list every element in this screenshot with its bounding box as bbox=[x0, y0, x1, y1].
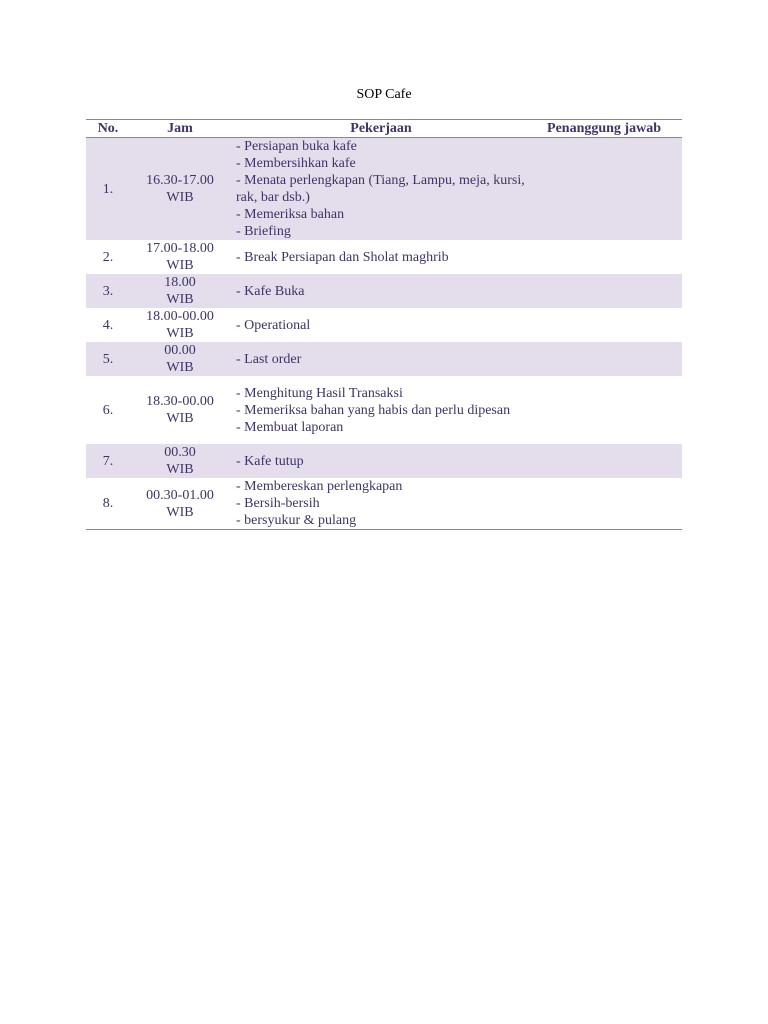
header-penanggung-jawab: Penanggung jawab bbox=[526, 120, 682, 138]
cell-penanggung-jawab bbox=[526, 444, 682, 478]
header-no: No. bbox=[86, 120, 130, 138]
cell-penanggung-jawab bbox=[526, 274, 682, 308]
cell-jam bbox=[130, 444, 230, 478]
cell-pekerjaan bbox=[230, 376, 526, 444]
task-item: - Bersih-bersih bbox=[236, 496, 320, 511]
jam-line: 18.30-00.00 bbox=[146, 394, 214, 409]
table-body bbox=[86, 138, 682, 530]
cell-jam bbox=[130, 308, 230, 342]
jam-line: 00.30 bbox=[164, 445, 196, 460]
cell-jam bbox=[130, 478, 230, 530]
jam-line: WIB bbox=[166, 258, 194, 273]
cell-pekerjaan bbox=[230, 240, 526, 274]
cell-pekerjaan bbox=[230, 478, 526, 530]
task-item: - Menghitung Hasil Transaksi bbox=[236, 385, 403, 401]
jam-line: 00.00 bbox=[164, 343, 196, 358]
task-item: - Memeriksa bahan yang habis dan perlu dipesan bbox=[236, 402, 511, 418]
cell-pekerjaan bbox=[230, 342, 526, 376]
cell-jam bbox=[130, 240, 230, 274]
cell-penanggung-jawab bbox=[526, 376, 682, 444]
cell-jam bbox=[130, 376, 230, 444]
cell-pekerjaan bbox=[230, 444, 526, 478]
task-item: - Briefing bbox=[236, 224, 291, 239]
task-item: - Break Persiapan dan Sholat maghrib bbox=[236, 249, 449, 265]
cell-no: 2. bbox=[102, 249, 114, 265]
task-item: - Membereskan perlengkapan bbox=[236, 479, 403, 494]
cell-jam bbox=[130, 138, 230, 241]
task-item: - Operational bbox=[236, 317, 311, 333]
cell-no: 5. bbox=[86, 342, 130, 376]
sop-table bbox=[86, 119, 682, 530]
header-jam: Jam bbox=[130, 120, 230, 138]
table-row bbox=[86, 308, 682, 342]
task-item: - Membuat laporan bbox=[236, 419, 344, 435]
jam-line: 18.00 bbox=[164, 275, 196, 290]
cell-penanggung-jawab bbox=[526, 308, 682, 342]
task-item: - Kafe tutup bbox=[236, 453, 304, 469]
task-item: - Persiapan buka kafe bbox=[236, 139, 357, 154]
table-row bbox=[86, 444, 682, 478]
table-row bbox=[86, 376, 682, 444]
cell-no: 6. bbox=[102, 402, 114, 418]
table-row bbox=[86, 342, 682, 376]
jam-line: 00.30-01.00 bbox=[146, 487, 214, 503]
cell-jam bbox=[130, 342, 230, 376]
jam-line: WIB bbox=[166, 411, 194, 426]
cell-no: 4. bbox=[102, 317, 114, 333]
cell-no: 3. bbox=[86, 274, 130, 308]
jam-line: WIB bbox=[166, 292, 194, 307]
jam-line: WIB bbox=[166, 360, 194, 375]
jam-line: WIB bbox=[166, 462, 194, 477]
cell-pekerjaan bbox=[230, 274, 526, 308]
cell-no: 7. bbox=[86, 444, 130, 478]
cell-jam bbox=[130, 274, 230, 308]
jam-line: WIB bbox=[166, 326, 194, 341]
jam-line: WIB bbox=[166, 504, 194, 520]
table-row bbox=[86, 274, 682, 308]
cell-penanggung-jawab bbox=[526, 342, 682, 376]
cell-no: 1. bbox=[86, 138, 130, 241]
task-item: - Menata perlengkapan (Tiang, Lampu, meja, kursi, rak, bar dsb.) bbox=[236, 173, 525, 205]
header-pekerjaan: Pekerjaan bbox=[230, 120, 526, 138]
task-item: - Last order bbox=[236, 351, 302, 367]
jam-line: 16.30-17.00 bbox=[146, 173, 214, 188]
cell-penanggung-jawab bbox=[526, 138, 682, 241]
jam-line: WIB bbox=[166, 190, 194, 205]
table-row bbox=[86, 138, 682, 241]
page-title: SOP Cafe bbox=[356, 87, 412, 102]
table-header-row bbox=[86, 120, 682, 138]
task-item: - bersyukur & pulang bbox=[236, 513, 357, 528]
cell-penanggung-jawab bbox=[526, 478, 682, 530]
cell-no: 8. bbox=[86, 478, 130, 530]
cell-pekerjaan bbox=[230, 308, 526, 342]
jam-line: 17.00-18.00 bbox=[146, 241, 214, 256]
task-item: - Membersihkan kafe bbox=[236, 156, 356, 171]
table-row bbox=[86, 240, 682, 274]
jam-line: 18.00-00.00 bbox=[146, 309, 214, 324]
cell-pekerjaan bbox=[230, 138, 526, 241]
cell-penanggung-jawab bbox=[526, 240, 682, 274]
table-row bbox=[86, 478, 682, 530]
task-item: - Kafe Buka bbox=[236, 283, 305, 299]
task-item: - Memeriksa bahan bbox=[236, 207, 345, 222]
